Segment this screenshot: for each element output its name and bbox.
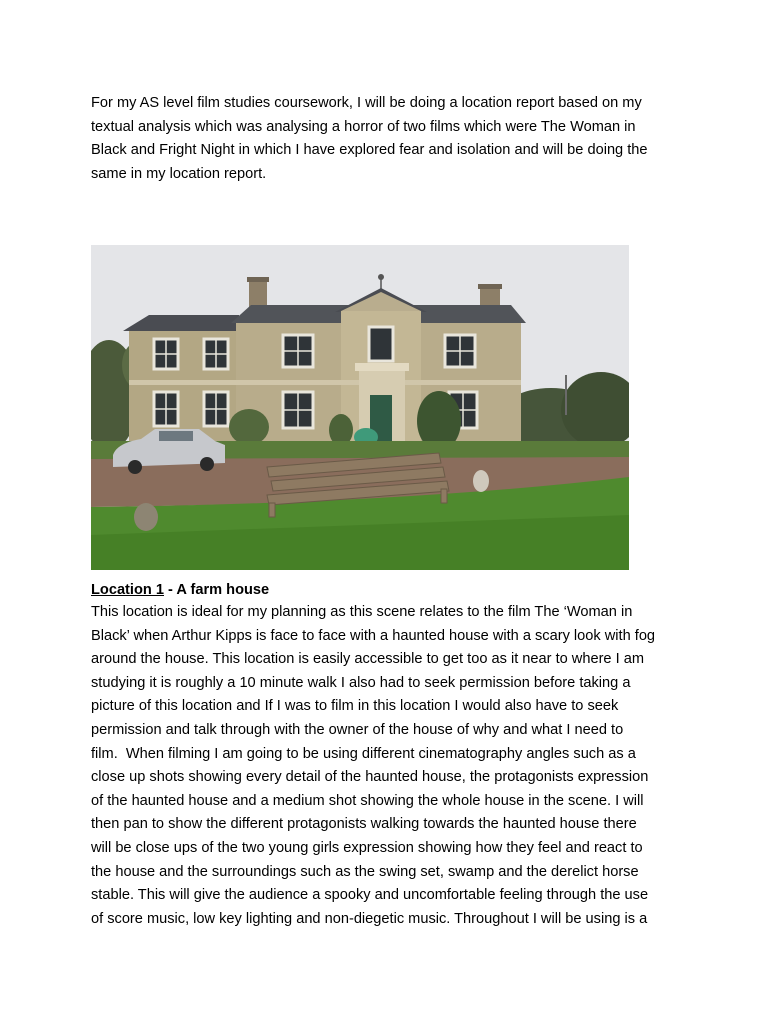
body-line: Black’ when Arthur Kipps is face to face with a haunted house with a scary look with fog	[91, 627, 656, 644]
location-heading	[91, 580, 269, 600]
body-line: picture of this location and If I was to film in this location I would also have to seek	[91, 698, 619, 715]
body-line: then pan to show the different protagonists walking towards the haunted house there	[91, 816, 637, 833]
body-line: will be close ups of the two young girls expression showing how they feel and react to	[91, 839, 643, 856]
body-line: This location is ideal for my planning as this scene relates to the film The ‘Woman in	[91, 604, 633, 620]
body-line: stable. This will give the audience a spooky and uncomfortable feeling through the use	[91, 887, 649, 904]
intro-line: same in my location report.	[91, 165, 267, 182]
body-line: studying it is roughly a 10 minute walk I also had to seek permission before taking a	[91, 674, 631, 691]
body-line: around the house. This location is easily accessible to get too as it near to where I am	[91, 651, 644, 668]
location-title: - A farm house	[163, 582, 270, 598]
body-line: permission and talk through with the owner of the house of why and what I need to	[91, 721, 624, 738]
location-body-paragraph	[91, 601, 691, 931]
body-line: of score music, low key lighting and non-diegetic music. Throughout I will be using is a	[91, 910, 648, 927]
body-line: film. When filming I am going to be using different cinematography angles such as a	[91, 745, 636, 762]
farm-house-photo	[91, 245, 629, 570]
body-line: of the haunted house and a medium shot showing the whole house in the scene. I will	[91, 792, 644, 809]
body-line: close up shots showing every detail of the haunted house, the protagonists expression	[91, 769, 649, 786]
intro-paragraph	[91, 92, 691, 186]
body-line: the house and the surroundings such as the swing set, swamp and the derelict horse	[91, 863, 639, 880]
intro-line: textual analysis which was analysing a horror of two films which were The Woman in	[91, 118, 636, 135]
intro-line: For my AS level film studies coursework, I will be doing a location report based on my	[91, 95, 642, 111]
location-label: Location 1	[91, 582, 164, 598]
intro-line: Black and Fright Night in which I have explored fear and isolation and will be doing the	[91, 142, 648, 159]
